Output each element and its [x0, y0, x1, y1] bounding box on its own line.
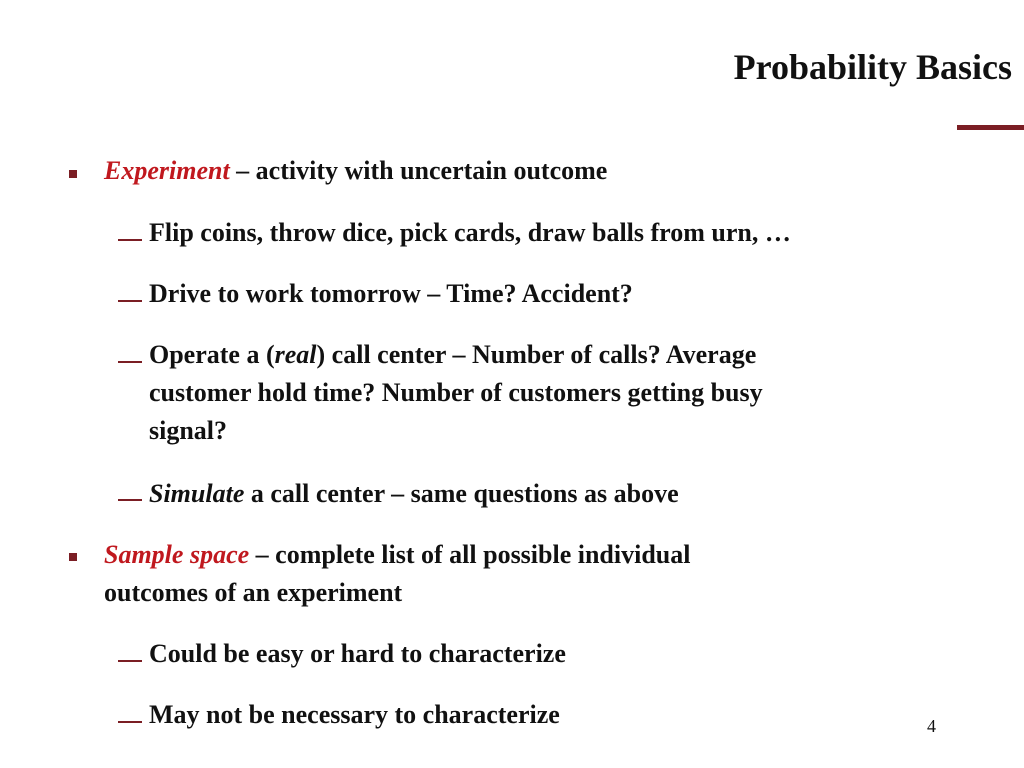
dash-bullet-icon — [118, 660, 142, 662]
slide-title: Probability Basics — [733, 47, 1012, 87]
bullet-line: outcomes of an experiment — [104, 578, 403, 607]
square-bullet-icon — [69, 553, 77, 561]
emphasis-real: real — [274, 340, 317, 369]
square-bullet-icon — [69, 170, 77, 178]
bullet-text: – activity with uncertain outcome — [229, 156, 608, 185]
title-underline — [957, 125, 1024, 130]
bullet-experiment — [104, 152, 607, 190]
emphasis-simulate: Simulate — [149, 479, 245, 508]
dash-bullet-icon — [118, 300, 142, 302]
bullet-line: signal? — [149, 416, 228, 445]
dash-bullet-icon — [118, 361, 142, 363]
sub-bullet-call-center — [149, 336, 763, 450]
sub-bullet-drive: Drive to work tomorrow – Time? Accident? — [149, 279, 633, 308]
dash-bullet-icon — [118, 721, 142, 723]
sub-bullet-flip-coins: Flip coins, throw dice, pick cards, draw balls from urn, … — [149, 218, 791, 247]
bullet-line: Sample space – complete list of all possible individual — [104, 540, 691, 569]
keyword-sample-space: Sample space — [104, 540, 250, 569]
bullet-sample-space — [104, 536, 690, 612]
page-number: 4 — [927, 716, 936, 736]
keyword-experiment: Experiment — [104, 156, 230, 185]
bullet-line: Operate a (real) call center – Number of calls? Average — [149, 340, 757, 369]
bullet-line: customer hold time? Number of customers getting busy — [149, 378, 763, 407]
dash-bullet-icon — [118, 239, 142, 241]
dash-bullet-icon — [118, 499, 142, 501]
sub-bullet-not-necessary: May not be necessary to characterize — [149, 700, 560, 729]
sub-bullet-simulate: Simulate a call center – same questions as above — [149, 479, 679, 508]
sub-bullet-easy-hard: Could be easy or hard to characterize — [149, 639, 566, 668]
